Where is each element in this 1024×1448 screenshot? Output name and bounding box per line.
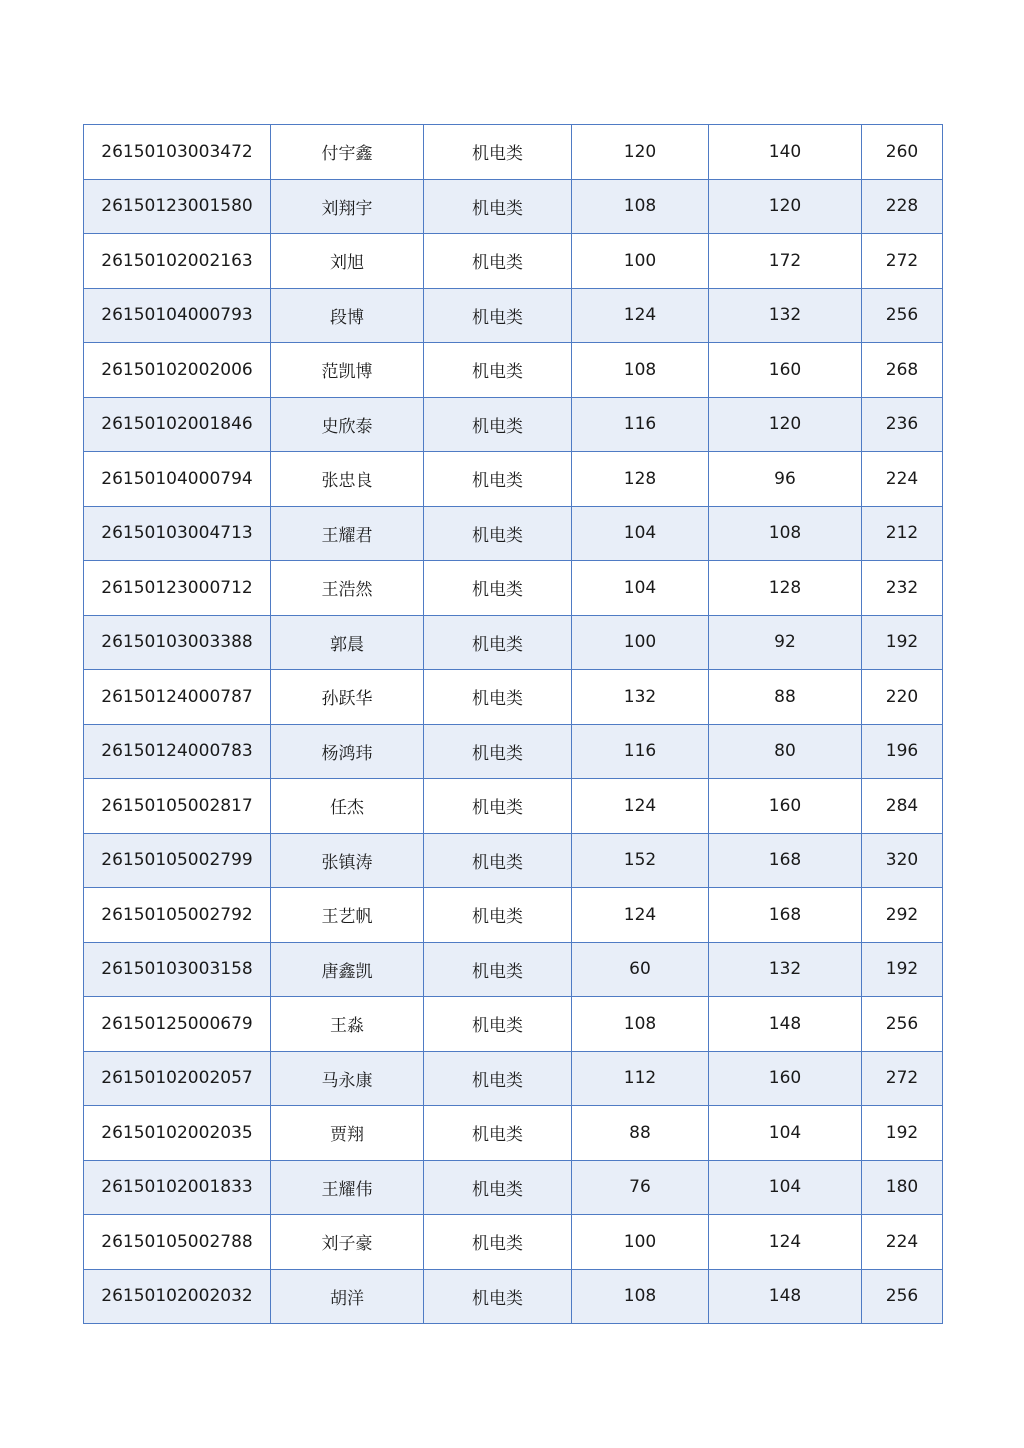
table-row (84, 1269, 943, 1324)
table-row (84, 179, 943, 234)
table-row (84, 779, 943, 834)
table-row (84, 234, 943, 289)
cell-total: 232 (862, 561, 943, 616)
cell-candidate-id: 26150105002799 (84, 833, 271, 888)
cell-name: 张镇涛 (271, 833, 424, 888)
cell-name: 王艺帆 (271, 888, 424, 943)
cell-category: 机电类 (424, 452, 572, 507)
cell-score-2: 140 (709, 125, 862, 180)
cell-category: 机电类 (424, 506, 572, 561)
cell-score-1: 100 (572, 234, 709, 289)
cell-total: 272 (862, 1051, 943, 1106)
table-row (84, 833, 943, 888)
score-table (83, 124, 943, 1324)
cell-score-1: 128 (572, 452, 709, 507)
cell-category: 机电类 (424, 779, 572, 834)
cell-name: 刘子豪 (271, 1215, 424, 1270)
cell-score-2: 132 (709, 288, 862, 343)
cell-total: 212 (862, 506, 943, 561)
cell-name: 马永康 (271, 1051, 424, 1106)
cell-name: 王耀伟 (271, 1160, 424, 1215)
cell-candidate-id: 26150103004713 (84, 506, 271, 561)
table-row (84, 888, 943, 943)
cell-total: 284 (862, 779, 943, 834)
cell-total: 196 (862, 724, 943, 779)
cell-candidate-id: 26150123001580 (84, 179, 271, 234)
cell-score-2: 132 (709, 942, 862, 997)
cell-candidate-id: 26150124000787 (84, 670, 271, 725)
cell-score-2: 104 (709, 1160, 862, 1215)
cell-name: 刘旭 (271, 234, 424, 289)
table-row (84, 561, 943, 616)
cell-total: 256 (862, 288, 943, 343)
cell-category: 机电类 (424, 343, 572, 398)
cell-candidate-id: 26150103003158 (84, 942, 271, 997)
cell-score-1: 60 (572, 942, 709, 997)
cell-candidate-id: 26150105002792 (84, 888, 271, 943)
table-row (84, 997, 943, 1052)
cell-name: 任杰 (271, 779, 424, 834)
cell-name: 胡洋 (271, 1269, 424, 1324)
cell-score-1: 132 (572, 670, 709, 725)
cell-name: 王淼 (271, 997, 424, 1052)
cell-category: 机电类 (424, 615, 572, 670)
cell-score-2: 148 (709, 1269, 862, 1324)
cell-score-2: 160 (709, 779, 862, 834)
table-row (84, 615, 943, 670)
cell-total: 272 (862, 234, 943, 289)
cell-total: 224 (862, 1215, 943, 1270)
cell-name: 刘翔宇 (271, 179, 424, 234)
score-table-body (84, 125, 943, 1324)
cell-total: 236 (862, 397, 943, 452)
cell-score-2: 172 (709, 234, 862, 289)
cell-category: 机电类 (424, 179, 572, 234)
cell-category: 机电类 (424, 234, 572, 289)
table-row (84, 942, 943, 997)
cell-name: 段博 (271, 288, 424, 343)
cell-total: 192 (862, 1106, 943, 1161)
cell-score-1: 124 (572, 888, 709, 943)
cell-score-2: 104 (709, 1106, 862, 1161)
cell-category: 机电类 (424, 1269, 572, 1324)
cell-score-2: 168 (709, 833, 862, 888)
cell-score-2: 168 (709, 888, 862, 943)
cell-score-1: 76 (572, 1160, 709, 1215)
cell-candidate-id: 26150105002817 (84, 779, 271, 834)
cell-candidate-id: 26150103003388 (84, 615, 271, 670)
cell-total: 268 (862, 343, 943, 398)
cell-score-2: 120 (709, 179, 862, 234)
table-row (84, 1215, 943, 1270)
cell-name: 杨鸿玮 (271, 724, 424, 779)
cell-score-1: 100 (572, 1215, 709, 1270)
cell-category: 机电类 (424, 1106, 572, 1161)
cell-name: 王耀君 (271, 506, 424, 561)
cell-total: 256 (862, 997, 943, 1052)
cell-name: 史欣泰 (271, 397, 424, 452)
cell-score-1: 104 (572, 561, 709, 616)
cell-score-1: 124 (572, 779, 709, 834)
cell-total: 260 (862, 125, 943, 180)
cell-score-2: 160 (709, 1051, 862, 1106)
table-row (84, 125, 943, 180)
cell-name: 张忠良 (271, 452, 424, 507)
table-row (84, 397, 943, 452)
cell-score-2: 80 (709, 724, 862, 779)
cell-score-1: 104 (572, 506, 709, 561)
cell-category: 机电类 (424, 833, 572, 888)
cell-candidate-id: 26150105002788 (84, 1215, 271, 1270)
cell-score-2: 120 (709, 397, 862, 452)
cell-score-2: 88 (709, 670, 862, 725)
cell-name: 范凯博 (271, 343, 424, 398)
cell-candidate-id: 26150103003472 (84, 125, 271, 180)
cell-score-1: 108 (572, 997, 709, 1052)
cell-category: 机电类 (424, 288, 572, 343)
cell-category: 机电类 (424, 1215, 572, 1270)
cell-score-2: 92 (709, 615, 862, 670)
cell-candidate-id: 26150102002163 (84, 234, 271, 289)
cell-score-2: 160 (709, 343, 862, 398)
cell-name: 唐鑫凯 (271, 942, 424, 997)
cell-total: 192 (862, 942, 943, 997)
cell-category: 机电类 (424, 670, 572, 725)
cell-score-1: 100 (572, 615, 709, 670)
cell-candidate-id: 26150102001833 (84, 1160, 271, 1215)
cell-score-2: 124 (709, 1215, 862, 1270)
cell-category: 机电类 (424, 397, 572, 452)
table-row (84, 343, 943, 398)
cell-candidate-id: 26150104000793 (84, 288, 271, 343)
cell-score-1: 116 (572, 397, 709, 452)
cell-category: 机电类 (424, 561, 572, 616)
table-row (84, 1160, 943, 1215)
cell-category: 机电类 (424, 125, 572, 180)
cell-score-1: 116 (572, 724, 709, 779)
cell-score-1: 88 (572, 1106, 709, 1161)
cell-category: 机电类 (424, 997, 572, 1052)
table-row (84, 1051, 943, 1106)
cell-category: 机电类 (424, 724, 572, 779)
cell-candidate-id: 26150104000794 (84, 452, 271, 507)
cell-score-2: 96 (709, 452, 862, 507)
cell-candidate-id: 26150102002006 (84, 343, 271, 398)
cell-score-1: 108 (572, 343, 709, 398)
cell-candidate-id: 26150102002032 (84, 1269, 271, 1324)
cell-name: 郭晨 (271, 615, 424, 670)
cell-category: 机电类 (424, 942, 572, 997)
cell-category: 机电类 (424, 1160, 572, 1215)
cell-total: 320 (862, 833, 943, 888)
cell-candidate-id: 26150102002057 (84, 1051, 271, 1106)
cell-candidate-id: 26150125000679 (84, 997, 271, 1052)
table-row (84, 724, 943, 779)
cell-score-1: 124 (572, 288, 709, 343)
table-row (84, 670, 943, 725)
cell-score-1: 108 (572, 179, 709, 234)
cell-score-2: 128 (709, 561, 862, 616)
cell-total: 228 (862, 179, 943, 234)
cell-score-1: 120 (572, 125, 709, 180)
cell-candidate-id: 26150123000712 (84, 561, 271, 616)
cell-category: 机电类 (424, 888, 572, 943)
cell-total: 180 (862, 1160, 943, 1215)
cell-score-1: 112 (572, 1051, 709, 1106)
cell-name: 王浩然 (271, 561, 424, 616)
cell-total: 192 (862, 615, 943, 670)
cell-total: 256 (862, 1269, 943, 1324)
table-row (84, 506, 943, 561)
cell-score-2: 148 (709, 997, 862, 1052)
table-row (84, 1106, 943, 1161)
cell-name: 付宇鑫 (271, 125, 424, 180)
cell-name: 贾翔 (271, 1106, 424, 1161)
cell-score-1: 152 (572, 833, 709, 888)
cell-score-1: 108 (572, 1269, 709, 1324)
cell-category: 机电类 (424, 1051, 572, 1106)
cell-total: 224 (862, 452, 943, 507)
cell-total: 220 (862, 670, 943, 725)
cell-candidate-id: 26150102002035 (84, 1106, 271, 1161)
cell-name: 孙跃华 (271, 670, 424, 725)
table-row (84, 452, 943, 507)
table-row (84, 288, 943, 343)
cell-total: 292 (862, 888, 943, 943)
cell-candidate-id: 26150102001846 (84, 397, 271, 452)
cell-score-2: 108 (709, 506, 862, 561)
cell-candidate-id: 26150124000783 (84, 724, 271, 779)
